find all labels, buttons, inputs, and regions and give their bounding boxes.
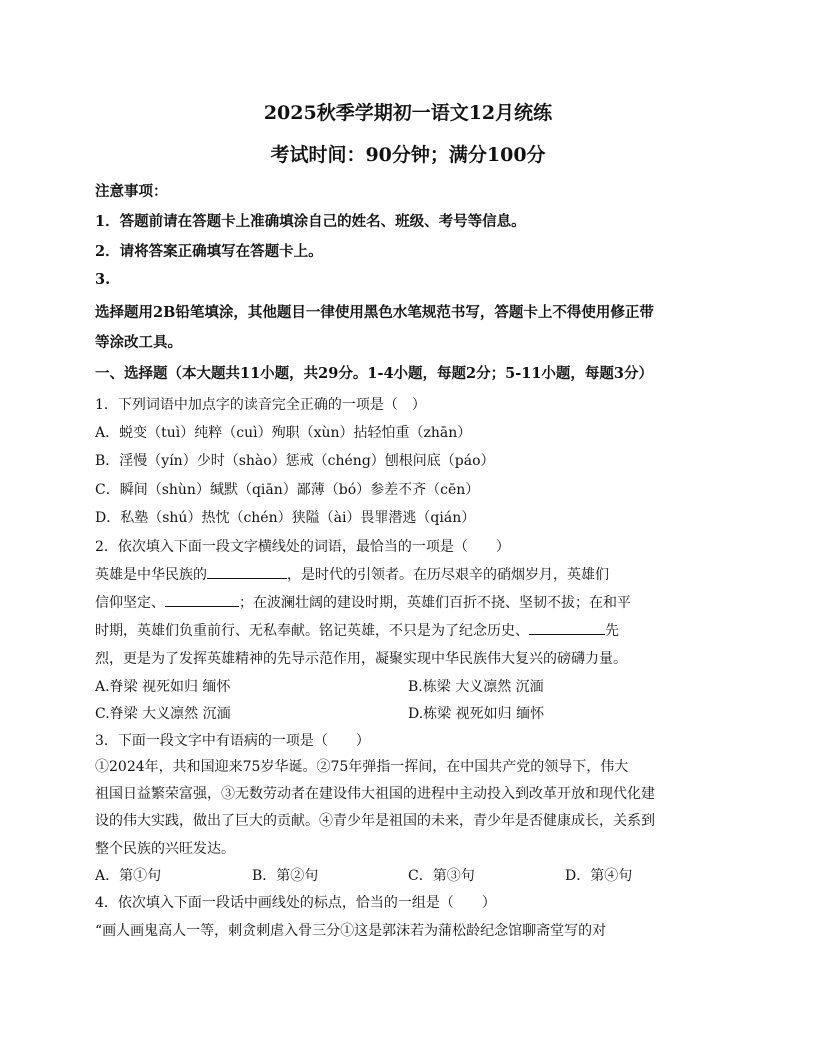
q3-option-b: B．第②句	[252, 868, 319, 884]
notice-item-3-number: 3.	[95, 271, 111, 288]
q2-line3-text-a: 时期，英雄们负重前行、无私奉献。铭记英雄，不只是为了纪念历史、	[95, 623, 529, 639]
q3-stem: 3．下面一段文字中有语病的一项是（ ）	[95, 733, 370, 749]
q3-passage-line3: 设的伟大实践，做出了巨大的贡献。④青少年是祖国的未来，青少年是否健康成长，关系到	[95, 813, 655, 829]
notice-item-2: 2．请将答案正确填写在答题卡上。	[95, 243, 323, 260]
q3-option-c: C．第③句	[408, 868, 475, 884]
fill-blank	[529, 621, 605, 635]
q2-line1-text-a: 英雄是中华民族的	[95, 567, 207, 583]
q3-passage-line2: 祖国日益繁荣富强，③无数劳动者在建设伟大祖国的进程中主动投入到改革开放和现代化建	[95, 786, 655, 802]
exam-subtitle: 考试时间：90分钟；满分100分	[270, 144, 546, 166]
fill-blank	[207, 565, 287, 579]
q4-stem: 4．依次填入下面一段话中画线处的标点，恰当的一组是（ ）	[95, 895, 496, 911]
q2-passage-line3	[95, 620, 619, 640]
q2-stem: 2．依次填入下面一段文字横线处的词语，最恰当的一项是（ ）	[95, 539, 510, 555]
q1-option-c: C．瞬间（shùn）缄默（qiān）鄙薄（bó）参差不齐（cēn）	[95, 482, 480, 498]
q3-passage-line1: ①2024年，共和国迎来75岁华诞。②75年弹指一挥间，在中国共产党的领导下，伟大	[95, 759, 629, 775]
q1-option-d: D．私塾（shú）热忱（chén）狭隘（ài）畏罪潜逃（qián）	[95, 510, 476, 526]
notice-heading: 注意事项：	[95, 183, 168, 200]
q2-passage-line1	[95, 564, 609, 584]
q1-stem: 1．下列词语中加点字的读音完全正确的一项是（ ）	[95, 397, 426, 413]
exam-title: 2025秋季学期初一语文12月统练	[263, 102, 553, 124]
q3-option-d: D．第④句	[565, 868, 633, 884]
q2-option-c: C.脊梁 大义凛然 沉湎	[95, 706, 231, 722]
section-heading-choice: 一、选择题（本大题共11小题，共29分。1-4小题，每题2分；5-11小题，每题3分）	[95, 365, 654, 382]
q2-passage-line2	[95, 592, 631, 612]
q1-option-b: B．淫慢（yín）少时（shào）惩戒（chéng）刨根问底（páo）	[95, 453, 495, 469]
notice-item-1: 1．答题前请在答题卡上准确填涂自己的姓名、班级、考号等信息。	[95, 213, 526, 230]
q2-option-d: D.栋梁 视死如归 缅怀	[408, 706, 545, 722]
notice-item-3-line2: 等涂改工具。	[95, 334, 182, 351]
q2-option-b: B.栋梁 大义凛然 沉湎	[408, 679, 544, 695]
q4-passage-line1: “画人画鬼高人一等，刺贪刺虐入骨三分①这是郭沫若为蒲松龄纪念馆聊斋堂写的对	[95, 923, 607, 939]
fill-blank	[165, 593, 239, 607]
notice-item-3-line1: 选择题用2B铅笔填涂，其他题目一律使用黑色水笔规范书写，答题卡上不得使用修正带	[95, 304, 654, 321]
q2-line2-text-b: ；在波澜壮阔的建设时期，英雄们百折不挠、坚韧不拔；在和平	[239, 595, 631, 611]
q1-option-a: A．蜕变（tuì）纯粹（cuì）殉职（xùn）拈轻怕重（zhān）	[95, 425, 472, 441]
q2-passage-line4: 烈，更是为了发挥英雄精神的先导示范作用，凝聚实现中华民族伟大复兴的磅礴力量。	[95, 651, 627, 667]
q2-line1-text-b: ，是时代的引领者。在历尽艰辛的硝烟岁月，英雄们	[287, 567, 609, 583]
q3-passage-line4: 整个民族的兴旺发达。	[95, 841, 235, 857]
q3-option-a: A．第①句	[95, 868, 162, 884]
q2-option-a: A.脊梁 视死如归 缅怀	[95, 679, 231, 695]
q2-line3-text-b: 先	[605, 623, 619, 639]
q2-line2-text-a: 信仰坚定、	[95, 595, 165, 611]
